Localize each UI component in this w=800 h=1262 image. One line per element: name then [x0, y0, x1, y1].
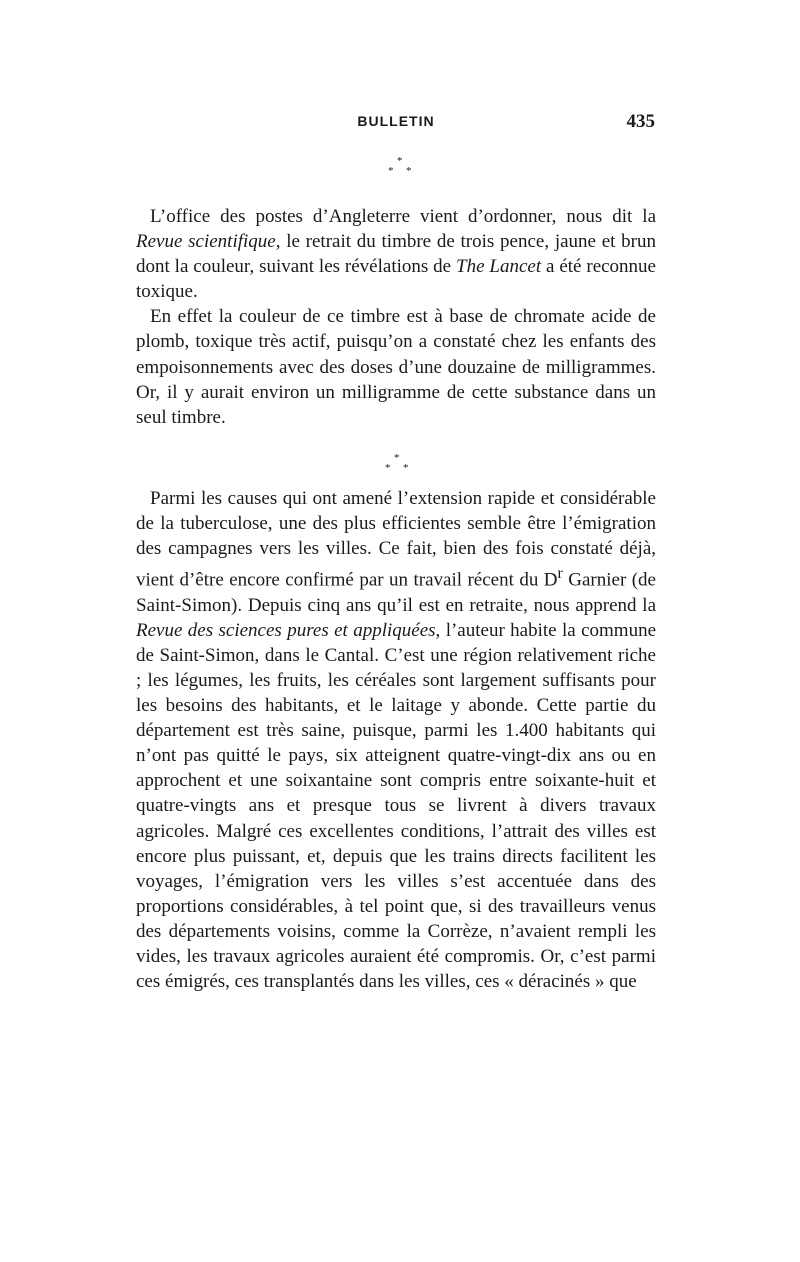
page-number: 435: [626, 111, 655, 132]
asterisk-mark: *: [385, 462, 391, 474]
page-header: [137, 113, 655, 137]
journal-title: Revue scientifique: [136, 231, 276, 253]
paragraph: L’office des postes d’Angleterre vient d’ordonner, nous dit la Revue scientifique, le retrait du timbre de trois pence, jaune et brun dont la couleur, suivant les révélations de The Lancet a été reconnue toxique.: [136, 206, 656, 303]
asterisk-mark: *: [388, 165, 394, 177]
paragraph: Parmi les causes qui ont amené l’extension rapide et considérable de la tuberculose, une des plus efficientes semble être l’émigration des campagnes vers les villes. Ce fait, bien des fois constaté déjà, vient d’être encore confirmé par un travail récent du $D^r$ Garnier (de Saint-Simon). Depuis cinq ans qu’il est en retraite, nous apprend la Revue des sciences pures et appliquées, l’auteur habite la commune de Saint-Simon, dans le Cantal. C’est une région relativement riche ; les légumes, les fruits, les céréales sont largement suffisants pour les besoins des habitants, et le laitage y abonde. Cette partie du département est très saine, puisque, parmi les 1.400 habitants qui n’ont pas quitté le pays, six atteignent quatre-vingt-dix ans ou en approchent et une soixantaine sont compris entre soixante-huit et quatre-vingts ans et presque tous se livrent à divers travaux agricoles. Malgré ces excellentes conditions, l’attrait des villes est encore plus puissant, et, depuis que les trains directs facilitent les voyages, l’émigration vers les villes s’est accentuée dans des proportions considérables, à tel point que, si des travailleurs venus des départements voisins, comme la Corrèze, n’avaient rempli les vides, les travaux agricoles auraient été compromis. Or, c’est parmi ces émigrés, ces transplantés dans les villes, ces « déracinés » que: [136, 488, 657, 993]
asterisk-mark: *: [403, 462, 409, 474]
journal-title: The Lancet: [456, 256, 542, 278]
superscript: r: [557, 565, 563, 583]
article-tuberculosis-emigration: [136, 486, 656, 994]
running-head: BULLETIN: [357, 113, 435, 129]
asterisk-mark: *: [406, 165, 412, 177]
journal-title: Revue des sciences pures et appliquées: [136, 619, 436, 641]
asterism-separator: [388, 156, 418, 180]
asterisk-mark: *: [397, 155, 403, 167]
paragraph: En effet la couleur de ce timbre est à base de chromate acide de plomb, toxique très actif, puisqu’on a constaté chez les enfants des empoisonnements avec des doses d’une douzaine de milligrammes. Or, il y aurait environ un milligramme de cette substance dans un seul timbre.: [136, 306, 656, 428]
article-stamp-toxicity: [136, 204, 656, 430]
asterism-separator: [385, 453, 415, 477]
asterisk-mark: *: [394, 452, 400, 464]
